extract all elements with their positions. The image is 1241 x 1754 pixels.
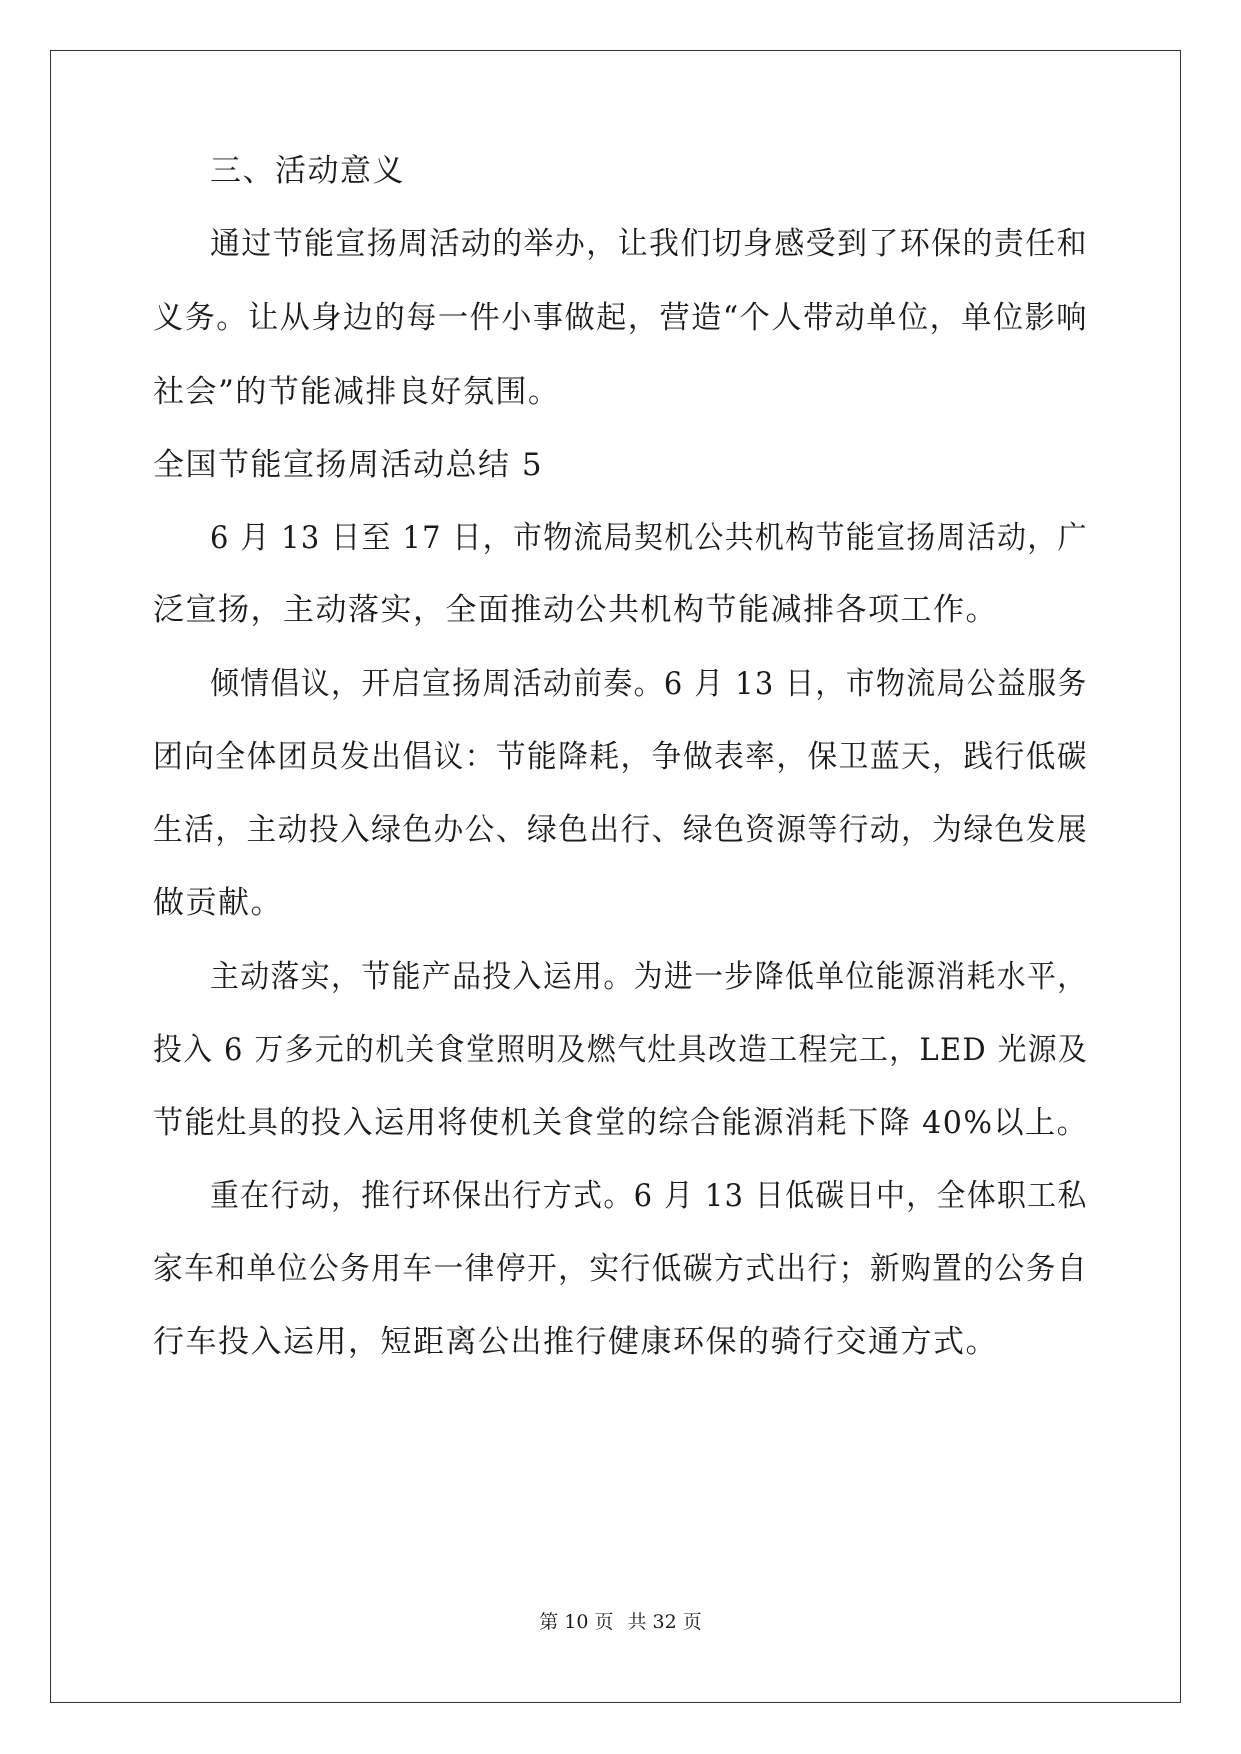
paragraph-5-line-1: 重在行动，推行环保出行方式。6 月 13 日低碳日中，全体职工私 bbox=[210, 1178, 1088, 1214]
paragraph-3-line-2: 团向全体团员发出倡议：节能降耗，争做表率，保卫蓝天，践行低碳 bbox=[153, 739, 1089, 775]
paragraph-5-line-3: 行车投入运用，短距离公出推行健康环保的骑行交通方式。 bbox=[153, 1324, 998, 1360]
paragraph-4-line-3: 节能灶具的投入运用将使机关食堂的综合能源消耗下降 40%以上。 bbox=[153, 1105, 1089, 1141]
paragraph-2-line-2: 泛宣扬，主动落实，全面推动公共机构节能减排各项工作。 bbox=[153, 592, 998, 628]
article-title: 全国节能宣扬周活动总结 5 bbox=[153, 447, 544, 483]
page-footer bbox=[0, 1610, 1241, 1634]
paragraph-1-line-3: 社会”的节能减排良好氛围。 bbox=[153, 374, 561, 410]
paragraph-5-line-2: 家车和单位公务用车一律停开，实行低碳方式出行；新购置的公务自 bbox=[153, 1251, 1089, 1287]
page-number: 第 10 页 bbox=[539, 1611, 614, 1633]
paragraph-3-line-1: 倾情倡议，开启宣扬周活动前奏。6 月 13 日，市物流局公益服务 bbox=[210, 666, 1088, 702]
paragraph-4-line-2: 投入 6 万多元的机关食堂照明及燃气灶具改造工程完工，LED 光源及 bbox=[153, 1032, 1089, 1068]
section-heading: 三、活动意义 bbox=[210, 153, 405, 189]
paragraph-3-line-3: 生活，主动投入绿色办公、绿色出行、绿色资源等行动，为绿色发展 bbox=[153, 812, 1089, 848]
paragraph-1-line-1: 通过节能宣扬周活动的举办，让我们切身感受到了环保的责任和 bbox=[210, 226, 1088, 262]
paragraph-3-line-4: 做贡献。 bbox=[153, 885, 283, 921]
paragraph-4-line-1: 主动落实，节能产品投入运用。为进一步降低单位能源消耗水平， bbox=[210, 959, 1088, 995]
page-total: 共 32 页 bbox=[627, 1611, 702, 1633]
paragraph-1-line-2: 义务。让从身边的每一件小事做起，营造“个人带动单位，单位影响 bbox=[153, 300, 1088, 336]
paragraph-2-line-1: 6 月 13 日至 17 日，市物流局契机公共机构节能宣扬周活动，广 bbox=[210, 520, 1088, 556]
